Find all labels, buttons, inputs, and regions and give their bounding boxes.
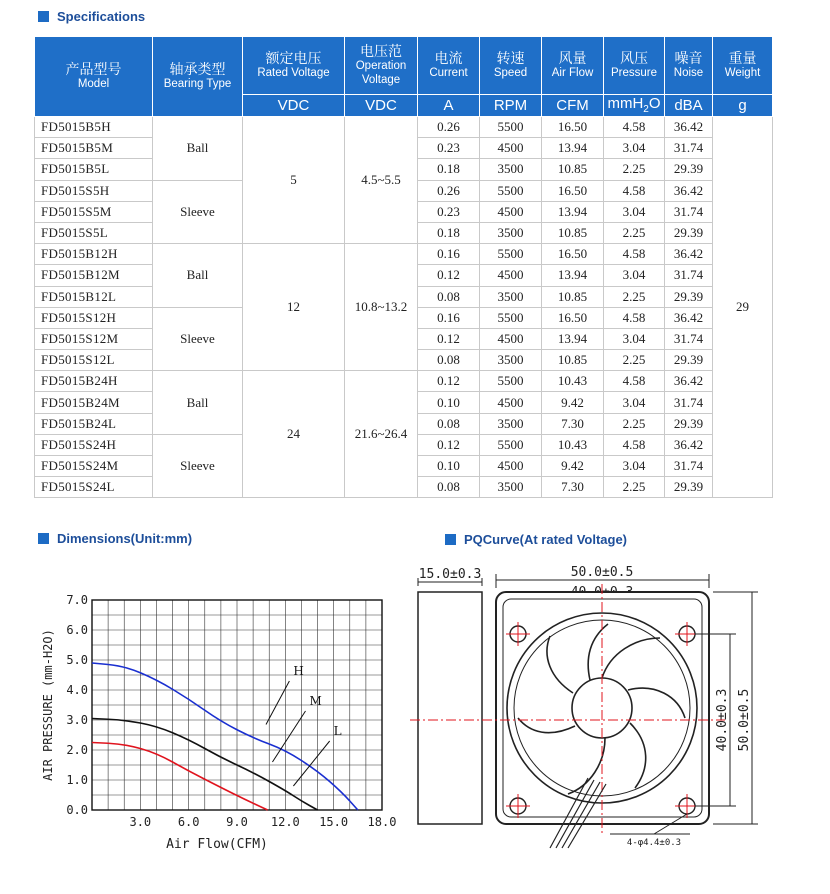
air-flow-cell: 16.50: [542, 117, 604, 138]
current-cell: 0.12: [418, 434, 480, 455]
header-cell: [345, 37, 418, 95]
header-en: Current: [429, 66, 468, 79]
header-unit: A: [418, 95, 480, 117]
noise-cell: 29.39: [665, 286, 713, 307]
noise-cell: 36.42: [665, 117, 713, 138]
air-flow-cell: 10.85: [542, 159, 604, 180]
header-zh: 重量: [728, 50, 757, 67]
noise-cell: 31.74: [665, 456, 713, 477]
current-cell: 0.08: [418, 286, 480, 307]
table-row: [35, 244, 773, 265]
noise-cell: 36.42: [665, 371, 713, 392]
model-cell: FD5015B5L: [35, 159, 153, 180]
header-cell: [35, 37, 153, 117]
series-line-L: [92, 743, 268, 811]
series-line-H: [92, 663, 358, 810]
current-cell: 0.18: [418, 222, 480, 243]
section-title-pqcurve: PQCurve(At rated Voltage): [464, 532, 628, 547]
noise-cell: 29.39: [665, 159, 713, 180]
model-cell: FD5015B12L: [35, 286, 153, 307]
y-tick-label: 0.0: [66, 803, 88, 817]
speed-cell: 3500: [480, 350, 542, 371]
section-title-dimensions: Dimensions(Unit:mm): [57, 531, 193, 546]
section-dimensions: [38, 531, 192, 546]
current-cell: 0.10: [418, 392, 480, 413]
pressure-cell: 4.58: [604, 180, 665, 201]
operation-voltage-cell: 10.8~13.2: [345, 244, 418, 371]
model-cell: FD5015S5M: [35, 201, 153, 222]
header-unit: CFM: [542, 95, 604, 117]
hole-spacing-vertical-label: 40.0±0.3: [715, 688, 730, 752]
pressure-cell: 3.04: [604, 138, 665, 159]
thickness-label: 15.0±0.3: [418, 567, 482, 582]
header-en: Operation Voltage: [355, 60, 407, 86]
header-cell: [604, 37, 665, 95]
header-cell: [243, 37, 345, 95]
header-cell: [665, 37, 713, 95]
rated-voltage-cell: 24: [243, 371, 345, 498]
x-tick-label: 18.0: [367, 815, 397, 829]
speed-cell: 4500: [480, 201, 542, 222]
noise-cell: 29.39: [665, 413, 713, 434]
header-en: Pressure: [610, 66, 658, 79]
header-zh: 风量: [558, 50, 587, 67]
noise-cell: 31.74: [665, 201, 713, 222]
noise-cell: 31.74: [665, 392, 713, 413]
series-label-L: L: [333, 724, 342, 738]
header-cell: [418, 37, 480, 95]
header-cell: [480, 37, 542, 95]
header-zh: 风压: [620, 50, 648, 67]
speed-cell: 3500: [480, 222, 542, 243]
header-unit: VDC: [243, 95, 345, 117]
air-flow-cell: 10.85: [542, 222, 604, 243]
x-tick-label: 12.0: [270, 815, 300, 829]
noise-cell: 31.74: [665, 265, 713, 286]
section-square-icon: [38, 11, 49, 22]
current-cell: 0.12: [418, 265, 480, 286]
fan-side-view: [418, 567, 482, 824]
noise-cell: 29.39: [665, 477, 713, 498]
speed-cell: 5500: [480, 117, 542, 138]
pressure-cell: 3.04: [604, 392, 665, 413]
x-tick-label: 15.0: [319, 815, 349, 829]
section-title-specifications: Specifications: [57, 9, 146, 24]
speed-cell: 4500: [480, 265, 542, 286]
header-en: Rated Voltage: [257, 66, 330, 79]
operation-voltage-cell: 21.6~26.4: [345, 371, 418, 498]
header-zh: 转速: [496, 50, 525, 67]
pressure-cell: 4.58: [604, 371, 665, 392]
specifications-table: [34, 36, 773, 498]
speed-cell: 5500: [480, 371, 542, 392]
model-cell: FD5015S12M: [35, 328, 153, 349]
rated-voltage-cell: 12: [243, 244, 345, 371]
pressure-cell: 2.25: [604, 286, 665, 307]
speed-cell: 5500: [480, 244, 542, 265]
x-tick-label: 9.0: [226, 815, 248, 829]
speed-cell: 5500: [480, 307, 542, 328]
pressure-cell: 2.25: [604, 477, 665, 498]
model-cell: FD5015S12L: [35, 350, 153, 371]
noise-cell: 36.42: [665, 180, 713, 201]
model-cell: FD5015B5M: [35, 138, 153, 159]
specifications-table-container: [34, 36, 772, 498]
bearing-type-cell: Ball: [153, 244, 243, 308]
section-square-icon: [38, 533, 49, 544]
operation-voltage-cell: 4.5~5.5: [345, 117, 418, 244]
model-cell: FD5015B12M: [35, 265, 153, 286]
header-zh: 电流: [434, 50, 463, 67]
current-cell: 0.10: [418, 456, 480, 477]
pressure-cell: 2.25: [604, 222, 665, 243]
series-label-M: M: [309, 694, 322, 708]
y-tick-label: 3.0: [66, 713, 88, 727]
header-unit: RPM: [480, 95, 542, 117]
pressure-cell: 3.04: [604, 201, 665, 222]
header-cell: [542, 37, 604, 95]
speed-cell: 3500: [480, 286, 542, 307]
y-tick-label: 6.0: [66, 623, 88, 637]
pressure-cell: 2.25: [604, 350, 665, 371]
header-unit: VDC: [345, 95, 418, 117]
current-cell: 0.12: [418, 371, 480, 392]
current-cell: 0.23: [418, 201, 480, 222]
pressure-cell: 4.58: [604, 117, 665, 138]
model-cell: FD5015S12H: [35, 307, 153, 328]
pressure-cell: 4.58: [604, 244, 665, 265]
bearing-type-cell: Sleeve: [153, 434, 243, 498]
weight-cell: 29: [713, 117, 773, 498]
noise-cell: 29.39: [665, 350, 713, 371]
noise-cell: 31.74: [665, 328, 713, 349]
speed-cell: 3500: [480, 477, 542, 498]
air-flow-cell: 16.50: [542, 307, 604, 328]
air-flow-cell: 10.85: [542, 350, 604, 371]
current-cell: 0.12: [418, 328, 480, 349]
header-zh: 额定电压: [265, 50, 322, 67]
speed-cell: 5500: [480, 434, 542, 455]
header-zh: 噪音: [674, 50, 703, 67]
current-cell: 0.08: [418, 477, 480, 498]
model-cell: FD5015S5L: [35, 222, 153, 243]
x-axis-label: Air Flow(CFM): [166, 837, 268, 852]
rated-voltage-cell: 5: [243, 117, 345, 244]
header-unit: mmH$_2$O: [604, 95, 665, 117]
current-cell: 0.23: [418, 138, 480, 159]
series-pointer-L: [293, 741, 329, 786]
air-flow-cell: 7.30: [542, 413, 604, 434]
y-tick-label: 5.0: [66, 653, 88, 667]
air-flow-cell: 13.94: [542, 201, 604, 222]
air-flow-cell: 7.30: [542, 477, 604, 498]
bearing-type-cell: Ball: [153, 117, 243, 181]
header-zh: 产品型号: [65, 61, 122, 78]
model-cell: FD5015S24H: [35, 434, 153, 455]
outer-height-label: 50.0±0.5: [737, 688, 752, 752]
y-axis-label: AIR PRESSURE (mm-H2O): [41, 629, 55, 781]
y-tick-label: 2.0: [66, 743, 88, 757]
pressure-cell: 4.58: [604, 434, 665, 455]
current-cell: 0.16: [418, 244, 480, 265]
air-flow-cell: 13.94: [542, 328, 604, 349]
noise-cell: 36.42: [665, 244, 713, 265]
noise-cell: 36.42: [665, 307, 713, 328]
pressure-cell: 2.25: [604, 159, 665, 180]
pressure-cell: 3.04: [604, 328, 665, 349]
model-cell: FD5015S24M: [35, 456, 153, 477]
header-en: Weight: [724, 66, 761, 79]
pressure-cell: 2.25: [604, 413, 665, 434]
bearing-type-cell: Ball: [153, 371, 243, 435]
speed-cell: 4500: [480, 392, 542, 413]
section-pqcurve: [445, 532, 627, 547]
section-square-icon: [445, 534, 456, 545]
pressure-cell: 3.04: [604, 265, 665, 286]
table-row: [35, 117, 773, 138]
series-label-H: H: [293, 664, 304, 678]
y-tick-label: 1.0: [66, 773, 88, 787]
air-flow-cell: 10.43: [542, 371, 604, 392]
header-cell: [713, 37, 773, 95]
header-zh: 电压范: [360, 44, 402, 61]
y-tick-label: 4.0: [66, 683, 88, 697]
table-row: [35, 371, 773, 392]
air-flow-cell: 16.50: [542, 244, 604, 265]
pressure-cell: 4.58: [604, 307, 665, 328]
bearing-type-cell: Sleeve: [153, 307, 243, 371]
header-en: Air Flow: [551, 66, 594, 79]
series-pointer-M: [272, 711, 305, 762]
model-cell: FD5015B5H: [35, 117, 153, 138]
speed-cell: 3500: [480, 159, 542, 180]
current-cell: 0.26: [418, 117, 480, 138]
header-en: Model: [77, 77, 110, 90]
bearing-type-cell: Sleeve: [153, 180, 243, 244]
current-cell: 0.08: [418, 413, 480, 434]
model-cell: FD5015B24L: [35, 413, 153, 434]
speed-cell: 4500: [480, 138, 542, 159]
air-flow-cell: 16.50: [542, 180, 604, 201]
current-cell: 0.18: [418, 159, 480, 180]
outer-width-label: 50.0±0.5: [570, 565, 634, 580]
header-zh: 轴承类型: [169, 61, 226, 78]
noise-cell: 36.42: [665, 434, 713, 455]
speed-cell: 5500: [480, 180, 542, 201]
model-cell: FD5015S5H: [35, 180, 153, 201]
y-tick-label: 7.0: [66, 593, 88, 607]
holes-label: 4-φ4.4±0.3: [626, 838, 682, 848]
noise-cell: 31.74: [665, 138, 713, 159]
fan-dimension-drawing: [410, 558, 790, 858]
air-flow-cell: 13.94: [542, 265, 604, 286]
model-cell: FD5015B12H: [35, 244, 153, 265]
speed-cell: 3500: [480, 413, 542, 434]
header-en: Speed: [493, 66, 528, 79]
header-en: Bearing Type: [163, 77, 232, 90]
section-specifications: [38, 9, 145, 24]
model-cell: FD5015B24H: [35, 371, 153, 392]
speed-cell: 4500: [480, 328, 542, 349]
model-cell: FD5015B24M: [35, 392, 153, 413]
header-en: Noise: [673, 66, 704, 79]
header-cell: [153, 37, 243, 117]
air-flow-cell: 10.43: [542, 434, 604, 455]
speed-cell: 4500: [480, 456, 542, 477]
current-cell: 0.08: [418, 350, 480, 371]
air-flow-cell: 13.94: [542, 138, 604, 159]
x-tick-label: 3.0: [129, 815, 152, 829]
pq-curve-chart: [36, 580, 406, 880]
air-flow-cell: 10.85: [542, 286, 604, 307]
x-tick-label: 6.0: [177, 815, 200, 829]
air-flow-cell: 9.42: [542, 392, 604, 413]
header-unit: dBA: [665, 95, 713, 117]
model-cell: FD5015S24L: [35, 477, 153, 498]
current-cell: 0.16: [418, 307, 480, 328]
air-flow-cell: 9.42: [542, 456, 604, 477]
noise-cell: 29.39: [665, 222, 713, 243]
header-unit: g: [713, 95, 773, 117]
current-cell: 0.26: [418, 180, 480, 201]
pressure-cell: 3.04: [604, 456, 665, 477]
